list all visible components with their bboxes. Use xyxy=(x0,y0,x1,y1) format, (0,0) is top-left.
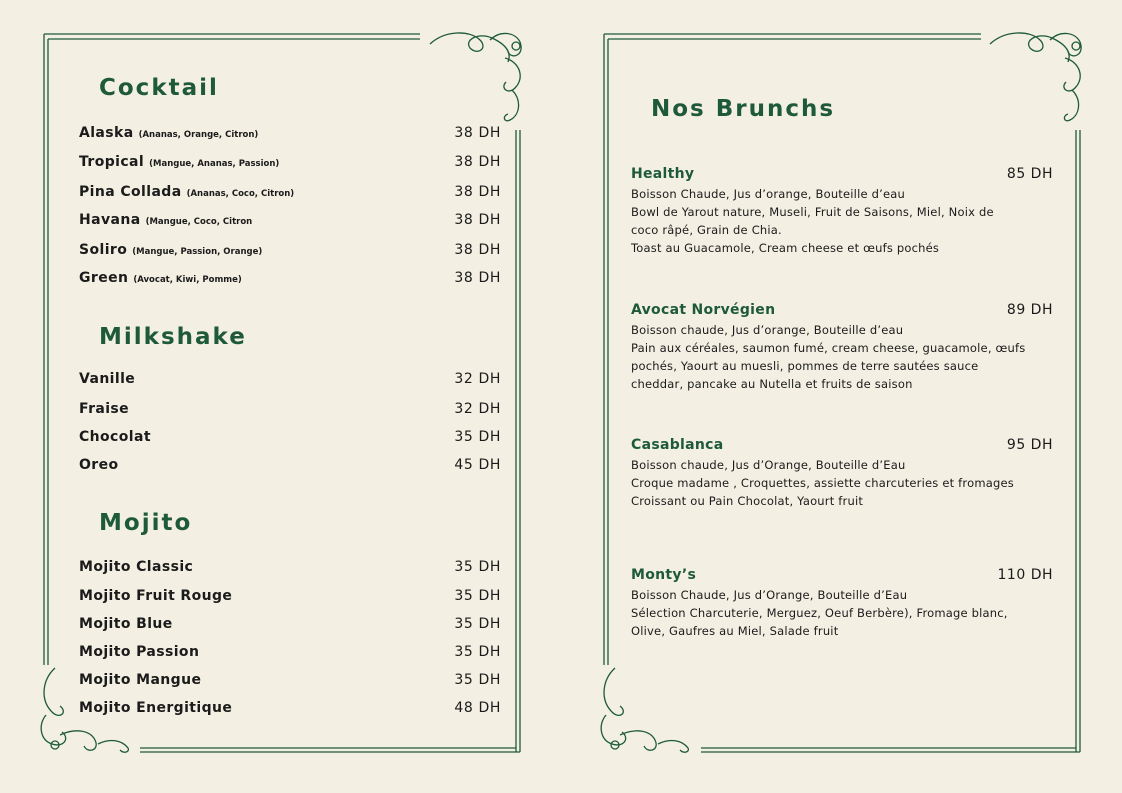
item-ingredients: (Ananas, Orange, Citron) xyxy=(138,130,259,140)
description-line: cheddar, pancake au Nutella et fruits de saison xyxy=(631,377,913,391)
page-title-brunchs: Nos Brunchs xyxy=(651,96,836,122)
item-name: Pina Collada xyxy=(79,184,182,200)
brunch-price: 89 DH xyxy=(1006,302,1053,318)
brunch-name: Monty’s xyxy=(631,567,697,583)
item-name: Soliro xyxy=(79,242,128,258)
item-name: Mojito Classic xyxy=(79,559,194,575)
item-name: Chocolat xyxy=(79,429,151,445)
menu-item-row xyxy=(79,401,501,417)
brunch-description xyxy=(631,185,1053,257)
brunch-price: 110 DH xyxy=(997,567,1053,583)
item-price: 38 DH xyxy=(454,212,501,228)
description-line: pochés, Yaourt au muesli, pommes de terre sautées sauce xyxy=(631,359,979,373)
menu-item-row xyxy=(79,616,501,632)
menu-item-row xyxy=(79,644,501,660)
section-title-milkshake: Milkshake xyxy=(99,324,247,350)
item-price: 32 DH xyxy=(454,371,501,387)
item-name: Mojito Energitique xyxy=(79,700,233,716)
menu-item-row xyxy=(79,700,501,716)
brunch-name: Avocat Norvégien xyxy=(631,302,776,318)
menu-item-row xyxy=(79,154,501,170)
item-name: Havana xyxy=(79,212,141,228)
item-name: Mojito Fruit Rouge xyxy=(79,588,233,604)
item-name: Oreo xyxy=(79,457,119,473)
description-line: Boisson chaude, Jus d’orange, Bouteille d’eau xyxy=(631,323,904,337)
item-ingredients: (Mangue, Ananas, Passion) xyxy=(149,159,280,169)
description-line: Boisson Chaude, Jus d’Orange, Bouteille d’Eau xyxy=(631,588,908,602)
item-price: 35 DH xyxy=(454,559,501,575)
item-name: Mojito Mangue xyxy=(79,672,202,688)
item-name: Alaska xyxy=(79,125,134,141)
menu-item-row xyxy=(79,212,501,228)
item-price: 38 DH xyxy=(454,270,501,286)
item-price: 35 DH xyxy=(454,672,501,688)
item-name: Mojito Passion xyxy=(79,644,200,660)
menu-item-row xyxy=(79,559,501,575)
description-line: Croissant ou Pain Chocolat, Yaourt fruit xyxy=(631,494,864,508)
brunch-item xyxy=(631,567,1053,640)
description-line: Boisson chaude, Jus d’Orange, Bouteille d’Eau xyxy=(631,458,906,472)
brunch-item xyxy=(631,166,1053,257)
description-line: Olive, Gaufres au Miel, Salade fruit xyxy=(631,624,839,638)
brunch-name: Healthy xyxy=(631,166,695,182)
description-line: Bowl de Yarout nature, Museli, Fruit de Saisons, Miel, Noix de xyxy=(631,205,994,219)
item-name: Tropical xyxy=(79,154,145,170)
menu-item-row xyxy=(79,672,501,688)
item-price: 48 DH xyxy=(454,700,501,716)
brunch-item xyxy=(631,302,1053,393)
item-ingredients: (Avocat, Kiwi, Pomme) xyxy=(133,275,242,285)
item-price: 35 DH xyxy=(454,616,501,632)
item-ingredients: (Ananas, Coco, Citron) xyxy=(186,189,295,199)
right-menu-page xyxy=(561,0,1122,793)
item-name: Green xyxy=(79,270,129,286)
menu-item-row xyxy=(79,125,501,141)
menu-item-row xyxy=(79,457,501,473)
description-line: Toast au Guacamole, Cream cheese et œufs pochés xyxy=(631,241,940,255)
item-ingredients: (Mangue, Coco, Citron xyxy=(145,217,253,227)
item-price: 35 DH xyxy=(454,644,501,660)
brunch-description xyxy=(631,586,1053,640)
brunch-description xyxy=(631,321,1053,393)
item-name: Vanille xyxy=(79,371,136,387)
item-price: 38 DH xyxy=(454,184,501,200)
description-line: Sélection Charcuterie, Merguez, Oeuf Berbère), Fromage blanc, xyxy=(631,606,1008,620)
menu-item-row xyxy=(79,242,501,258)
item-name: Fraise xyxy=(79,401,130,417)
description-line: Croque madame , Croquettes, assiette charcuteries et fromages xyxy=(631,476,1014,490)
brunch-description xyxy=(631,456,1053,510)
item-price: 38 DH xyxy=(454,154,501,170)
brunch-name: Casablanca xyxy=(631,437,724,453)
description-line: Boisson Chaude, Jus d’orange, Bouteille d’eau xyxy=(631,187,905,201)
description-line: coco râpé, Grain de Chia. xyxy=(631,223,782,237)
brunch-price: 85 DH xyxy=(1006,166,1053,182)
brunch-price: 95 DH xyxy=(1006,437,1053,453)
brunch-item xyxy=(631,437,1053,510)
ornamental-frame-right xyxy=(561,0,1122,793)
section-title-mojito: Mojito xyxy=(99,510,193,536)
item-price: 38 DH xyxy=(454,125,501,141)
menu-item-row xyxy=(79,371,501,387)
description-line: Pain aux céréales, saumon fumé, cream cheese, guacamole, œufs xyxy=(631,341,1026,355)
menu-item-row xyxy=(79,429,501,445)
item-ingredients: (Mangue, Passion, Orange) xyxy=(132,247,263,257)
menu-item-row xyxy=(79,588,501,604)
section-title-cocktail: Cocktail xyxy=(99,75,219,101)
menu-item-row xyxy=(79,184,501,200)
item-price: 38 DH xyxy=(454,242,501,258)
menu-item-row xyxy=(79,270,501,286)
item-price: 45 DH xyxy=(454,457,501,473)
item-price: 32 DH xyxy=(454,401,501,417)
item-name: Mojito Blue xyxy=(79,616,173,632)
item-price: 35 DH xyxy=(454,429,501,445)
item-price: 35 DH xyxy=(454,588,501,604)
